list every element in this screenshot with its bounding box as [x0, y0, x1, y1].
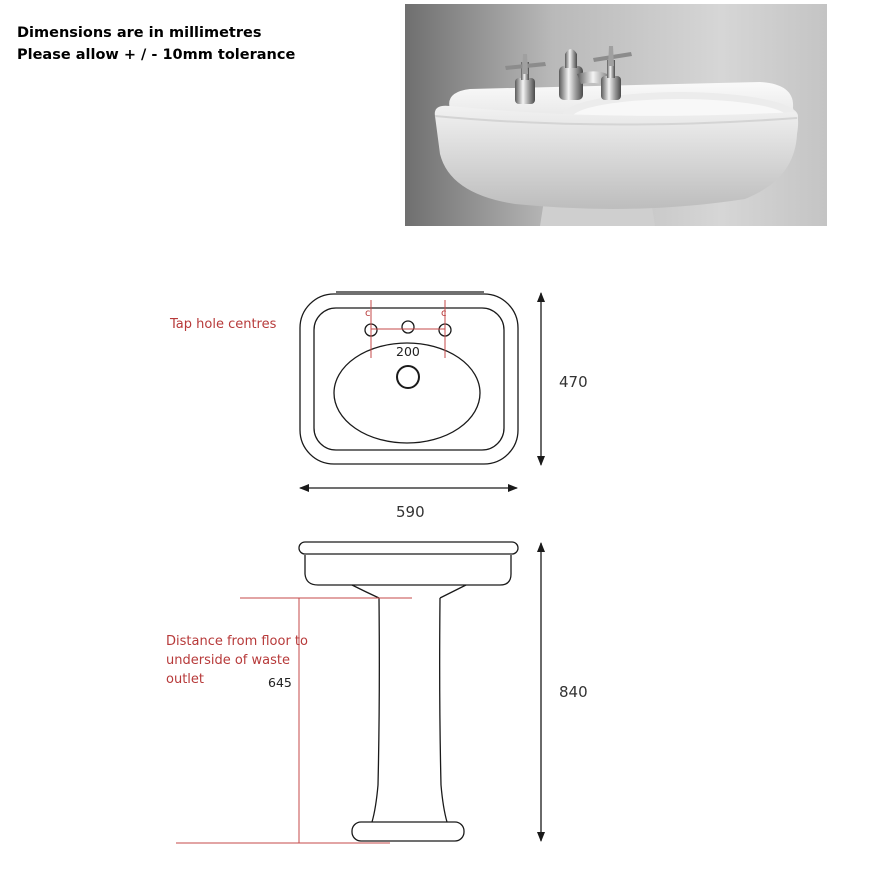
tap-hole-centres-label: Tap hole centres	[170, 317, 277, 332]
waste-height-value: 645	[268, 675, 292, 690]
pedestal-column	[372, 598, 447, 822]
waste-distance-label-3: outlet	[166, 672, 204, 687]
waste-distance-label-2: underside of waste	[166, 653, 290, 668]
pedestal-neck	[352, 585, 466, 598]
tap-centre-mark-right: c	[441, 308, 447, 319]
tap-centre-mark-left: c	[365, 308, 371, 319]
plan-view	[300, 292, 518, 464]
depth-value: 470	[559, 373, 588, 391]
units-note: Dimensions are in millimetres	[17, 25, 262, 41]
basin-rim	[299, 542, 518, 554]
basin-outline-outer	[300, 294, 518, 464]
tap-hole-centre	[402, 321, 414, 333]
tap-centres-value: 200	[396, 344, 420, 359]
pedestal-foot	[352, 822, 464, 841]
waste-outlet	[397, 366, 419, 388]
waste-distance-label-1: Distance from floor to	[166, 634, 308, 649]
tolerance-note: Please allow + / - 10mm tolerance	[17, 47, 296, 63]
elevation-view	[299, 542, 518, 841]
height-value: 840	[559, 683, 588, 701]
width-value: 590	[396, 503, 425, 521]
basin-body	[305, 555, 511, 585]
